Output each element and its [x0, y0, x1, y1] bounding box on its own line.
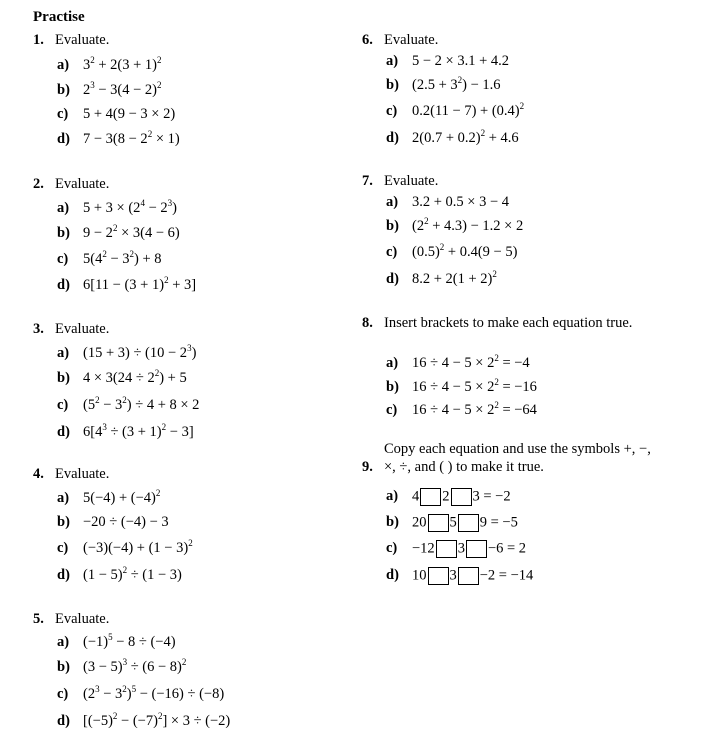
expression-text: − (−16) ÷ (−8) [136, 686, 225, 702]
question-header [362, 440, 654, 476]
question-number: 6. [362, 32, 373, 48]
question-header [33, 321, 109, 338]
exercise-item [57, 277, 196, 294]
exercise-item [386, 53, 509, 70]
question-header [33, 611, 109, 628]
question-number: 5. [33, 611, 44, 627]
equation-number: 3 = −2 [472, 488, 511, 505]
expression-text: − 3 [99, 397, 123, 413]
question-number: 1. [33, 32, 44, 48]
exercise-item [386, 402, 537, 419]
item-label: b) [57, 82, 70, 98]
expression-text: 5 − 2 × 3.1 + 4.2 [412, 53, 510, 69]
item-label: a) [57, 57, 70, 73]
exercise-item [386, 540, 526, 558]
item-label: c) [386, 103, 398, 119]
math-expression [83, 514, 169, 531]
expression-text: + 4.3) − 1.2 × 2 [428, 218, 524, 234]
expression-text: ÷ (6 − 8) [127, 659, 182, 675]
question-number: 9. [362, 459, 373, 475]
exercise-item [386, 194, 509, 211]
exercise-item [57, 686, 224, 703]
exponent: 2 [95, 395, 100, 406]
expression-text: 16 ÷ 4 − 5 × 2 [412, 402, 495, 418]
expression-text: (15 + 3) ÷ (10 − 2 [83, 345, 188, 361]
math-expression [83, 397, 199, 414]
item-label: d) [57, 424, 70, 440]
item-label: a) [386, 194, 399, 210]
symbol-blank-box[interactable] [428, 567, 449, 585]
expression-text: 2(0.7 + 0.2) [412, 130, 481, 146]
expression-text: ) [191, 345, 197, 361]
exponent: 2 [492, 269, 497, 280]
expression-text: (1 − 5) [83, 567, 123, 583]
equation-number: 4 [412, 488, 420, 505]
math-expression [412, 540, 526, 558]
item-label: d) [57, 277, 70, 293]
exponent: 2 [181, 657, 187, 668]
math-expression [83, 567, 182, 584]
expression-text: 2 [83, 82, 91, 98]
question-header [362, 173, 438, 190]
exercise-item [386, 379, 537, 396]
math-expression [83, 686, 224, 703]
expression-text: 5 + 3 × (2 [83, 200, 141, 216]
question-instruction: Evaluate. [55, 176, 110, 192]
math-expression [412, 218, 523, 235]
exercise-item [386, 103, 524, 120]
expression-text: 5(4 [83, 251, 103, 267]
equation-number: −2 = −14 [479, 567, 534, 584]
math-expression [83, 251, 162, 268]
question-header [33, 176, 109, 193]
exercise-item [57, 57, 162, 74]
exercise-item [57, 200, 177, 217]
expression-text: ÷ (3 + 1) [106, 424, 162, 440]
question-header [33, 466, 109, 483]
expression-text: 8.2 + 2(1 + 2) [412, 271, 493, 287]
symbol-blank-box[interactable] [458, 567, 479, 585]
expression-text: 5 + 4(9 − 3 × 2) [83, 106, 176, 122]
expression-text: (5 [83, 397, 96, 413]
exponent: 2 [129, 249, 135, 260]
exercise-item [386, 218, 523, 235]
expression-text: (2 [412, 218, 425, 234]
math-expression [412, 130, 519, 147]
math-expression [83, 277, 196, 294]
expression-text: − (−7) [117, 713, 158, 729]
item-label: b) [57, 225, 70, 241]
expression-text: 16 ÷ 4 − 5 × 2 [412, 379, 495, 395]
exponent: 2 [157, 55, 162, 66]
symbol-blank-box[interactable] [420, 488, 441, 506]
item-label: d) [386, 271, 399, 287]
expression-text: = −64 [498, 402, 537, 418]
expression-text: ÷ (1 − 3) [127, 567, 182, 583]
symbol-blank-box[interactable] [436, 540, 457, 558]
expression-text: = −4 [498, 355, 530, 371]
exponent: 2 [157, 711, 163, 722]
exercise-item [57, 567, 182, 584]
exercise-item [386, 514, 518, 532]
question-number: 3. [33, 321, 44, 337]
expression-text: ) + 8 [134, 251, 162, 267]
exponent: 2 [157, 80, 162, 91]
exercise-item [57, 106, 175, 123]
question-instruction: Evaluate. [384, 173, 439, 189]
equation-number: 2 [442, 488, 450, 505]
math-expression [83, 659, 186, 676]
expression-text: + 4.6 [485, 130, 519, 146]
exponent: 2 [494, 377, 499, 388]
expression-text: ) − 1.6 [462, 77, 501, 93]
math-expression [412, 271, 497, 288]
math-expression [412, 194, 509, 211]
exponent: 3 [102, 422, 107, 433]
expression-text: + 3] [168, 277, 197, 293]
equation-number: 9 = −5 [479, 514, 518, 531]
expression-text: ) + 5 [159, 370, 187, 386]
exercise-item [57, 345, 196, 362]
math-expression [83, 225, 180, 242]
exponent: 2 [155, 488, 161, 499]
math-expression [83, 131, 180, 148]
exponent: 2 [494, 353, 499, 364]
question-number: 8. [362, 315, 373, 331]
math-expression [83, 540, 193, 557]
math-expression [83, 490, 160, 507]
exponent: 2 [424, 216, 429, 227]
exercise-item [57, 514, 169, 531]
equation-number: 3 [457, 540, 465, 557]
expression-text: [(−5) [83, 713, 113, 729]
exponent: 2 [147, 129, 153, 140]
expression-text: − 3(4 − 2) [94, 82, 158, 98]
item-label: c) [57, 106, 69, 122]
item-label: b) [386, 77, 399, 93]
exercise-item [386, 77, 501, 94]
expression-text: ] × 3 ÷ (−2) [162, 713, 231, 729]
exercise-item [386, 488, 511, 506]
item-label: b) [386, 379, 399, 395]
exponent: 2 [164, 275, 169, 286]
exercise-item [57, 131, 180, 148]
math-expression [83, 713, 230, 730]
item-label: c) [57, 686, 69, 702]
expression-text: 6[4 [83, 424, 103, 440]
exponent: 2 [122, 565, 128, 576]
expression-text: − 2 [144, 200, 168, 216]
exponent: 2 [439, 242, 445, 253]
question-instruction: Copy each equation and use the symbols +, −, ×, ÷, and ( ) to make it true. [384, 441, 651, 475]
equation-number: 3 [449, 567, 457, 584]
expression-text: 3.2 + 0.5 × 3 − 4 [412, 194, 510, 210]
symbol-blank-box[interactable] [458, 514, 479, 532]
question-header [33, 32, 109, 49]
expression-text: − 3] [166, 424, 194, 440]
exercise-item [386, 244, 517, 261]
item-label: c) [57, 540, 69, 556]
expression-text: × 1) [152, 131, 180, 147]
expression-text: 6[11 − (3 + 1) [83, 277, 165, 293]
expression-text: ) [172, 200, 177, 216]
exercise-item [386, 130, 519, 147]
question-number: 4. [33, 466, 44, 482]
expression-text: 4 × 3(24 ÷ 2 [83, 370, 155, 386]
item-label: a) [386, 53, 399, 69]
item-label: d) [57, 131, 70, 147]
expression-text: + 2(3 + 1) [94, 57, 158, 73]
math-expression [412, 53, 509, 70]
exponent: 2 [188, 538, 193, 549]
expression-text: 0.2(11 − 7) + (0.4) [412, 103, 520, 119]
math-expression [412, 103, 524, 120]
expression-text: −20 ÷ (−4) − 3 [83, 514, 169, 530]
exponent: 2 [494, 400, 499, 411]
expression-text: (2 [83, 686, 96, 702]
expression-text: − 3 [106, 251, 130, 267]
expression-text: − 3 [99, 686, 123, 702]
expression-text: (3 − 5) [83, 659, 123, 675]
math-expression [412, 567, 533, 585]
math-expression [83, 345, 196, 362]
equation-number: −12 [412, 540, 435, 557]
exercise-item [57, 659, 186, 676]
page-title: Practise [33, 9, 85, 25]
question-number: 2. [33, 176, 44, 192]
expression-text: + 0.4(9 − 5) [444, 244, 518, 260]
expression-text: 16 ÷ 4 − 5 × 2 [412, 355, 495, 371]
exponent: 2 [154, 368, 160, 379]
question-instruction: Evaluate. [55, 32, 110, 48]
exercise-item [57, 424, 194, 441]
exponent: 2 [457, 75, 463, 86]
question-header [362, 32, 438, 49]
equation-number: 20 [412, 514, 427, 531]
math-expression [83, 634, 176, 651]
item-label: d) [386, 130, 399, 146]
question-instruction: Evaluate. [55, 466, 110, 482]
exponent: 5 [108, 632, 113, 643]
math-expression [412, 244, 517, 261]
symbol-blank-box[interactable] [451, 488, 472, 506]
exponent: 3 [167, 198, 173, 209]
exercise-item [57, 540, 193, 557]
question-instruction: Evaluate. [384, 32, 439, 48]
item-label: a) [57, 345, 70, 361]
equation-number: 10 [412, 567, 427, 584]
item-label: c) [386, 540, 398, 557]
expression-text: 7 − 3(8 − 2 [83, 131, 148, 147]
exercise-item [57, 251, 162, 268]
exercise-item [57, 82, 162, 99]
math-expression [83, 370, 187, 387]
exercise-item [57, 370, 187, 387]
exponent: 2 [161, 422, 167, 433]
exponent: 3 [95, 684, 100, 695]
expression-text: (−3)(−4) + (1 − 3) [83, 540, 189, 556]
question-instruction: Evaluate. [55, 611, 110, 627]
expression-text: = −16 [498, 379, 537, 395]
expression-text: (0.5) [412, 244, 440, 260]
item-label: a) [57, 200, 70, 216]
equation-number: 5 [449, 514, 457, 531]
exponent: 2 [112, 223, 118, 234]
item-label: b) [386, 514, 399, 531]
exercise-item [386, 355, 530, 372]
math-expression [83, 82, 162, 99]
exercise-item [57, 713, 230, 730]
item-label: c) [57, 397, 69, 413]
item-label: d) [57, 567, 70, 583]
math-expression [412, 355, 530, 372]
exponent: 3 [187, 343, 192, 354]
math-expression [83, 106, 175, 123]
math-expression [412, 402, 537, 419]
item-label: a) [386, 355, 399, 371]
exponent: 2 [90, 55, 95, 66]
item-label: c) [386, 244, 398, 260]
item-label: b) [57, 659, 70, 675]
equation-number: −6 = 2 [487, 540, 527, 557]
math-expression [83, 424, 194, 441]
exercise-item [57, 490, 160, 507]
exponent: 4 [140, 198, 145, 209]
exponent: 5 [131, 684, 137, 695]
item-label: a) [57, 490, 70, 506]
exponent: 2 [112, 711, 118, 722]
math-expression [83, 200, 177, 217]
question-header [362, 314, 654, 332]
exercise-item [386, 567, 533, 585]
exponent: 2 [122, 395, 127, 406]
exercise-item [57, 634, 176, 651]
expression-text: ) ÷ 4 + 8 × 2 [126, 397, 200, 413]
expression-text: 3 [83, 57, 91, 73]
exercise-item [57, 225, 180, 242]
math-expression [83, 57, 162, 74]
math-expression [412, 488, 511, 506]
expression-text: 5(−4) + (−4) [83, 490, 156, 506]
expression-text: × 3(4 − 6) [117, 225, 180, 241]
question-number: 7. [362, 173, 373, 189]
exercise-item [386, 271, 497, 288]
exponent: 2 [102, 249, 107, 260]
item-label: d) [386, 567, 399, 584]
expression-text: − 8 ÷ (−4) [112, 634, 176, 650]
item-label: a) [386, 488, 399, 505]
expression-text: (−1) [83, 634, 109, 650]
item-label: b) [57, 514, 70, 530]
item-label: d) [57, 713, 70, 729]
item-label: c) [57, 251, 69, 267]
exponent: 3 [90, 80, 95, 91]
symbol-blank-box[interactable] [428, 514, 449, 532]
expression-text: (2.5 + 3 [412, 77, 458, 93]
question-instruction: Insert brackets to make each equation true. [384, 315, 633, 331]
exponent: 3 [122, 657, 128, 668]
exponent: 2 [122, 684, 127, 695]
question-instruction: Evaluate. [55, 321, 110, 337]
expression-text: 9 − 2 [83, 225, 113, 241]
symbol-blank-box[interactable] [466, 540, 487, 558]
math-expression [412, 379, 537, 396]
item-label: b) [57, 370, 70, 386]
exercise-item [57, 397, 199, 414]
item-label: c) [386, 402, 398, 418]
item-label: b) [386, 218, 399, 234]
exponent: 2 [519, 101, 525, 112]
expression-text: ) [126, 686, 132, 702]
exponent: 2 [480, 128, 486, 139]
item-label: a) [57, 634, 70, 650]
math-expression [412, 514, 518, 532]
math-expression [412, 77, 501, 94]
